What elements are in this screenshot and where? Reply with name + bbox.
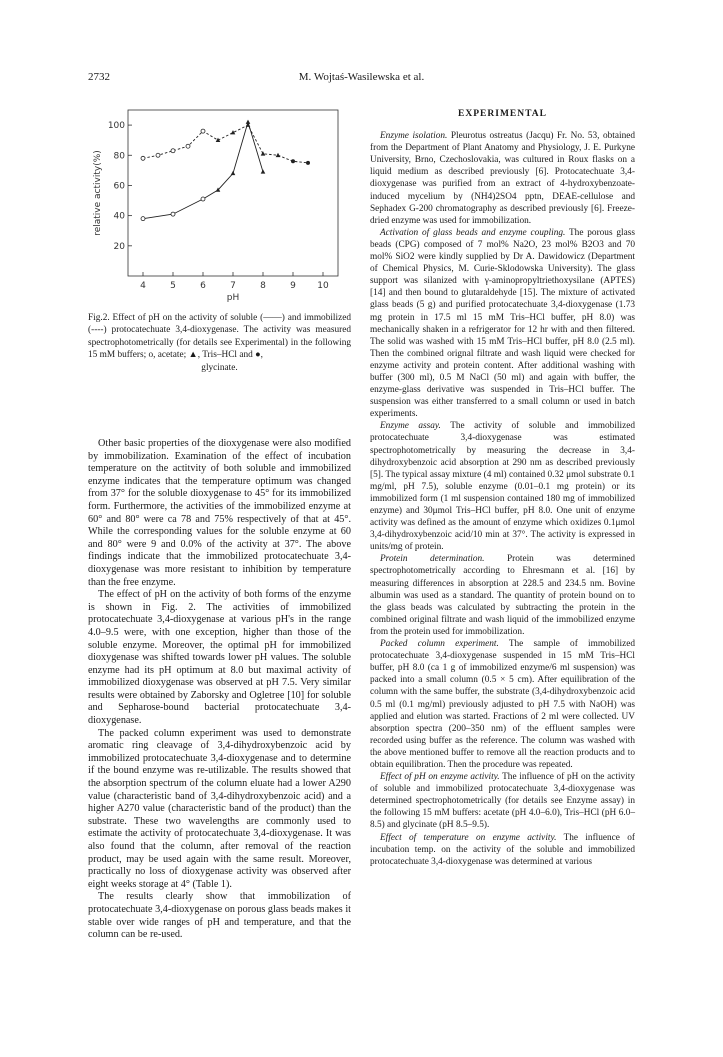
soluble-series-point — [171, 212, 175, 216]
soluble-series-point — [231, 171, 236, 175]
paragraph-lead: Protein determination. — [380, 554, 485, 565]
soluble-series-point — [141, 217, 145, 221]
y-tick-label: 20 — [113, 241, 125, 252]
paragraph-lead: Enzyme assay. — [380, 421, 441, 432]
y-tick-label: 80 — [113, 151, 125, 162]
x-axis-label: pH — [226, 293, 240, 303]
x-tick-label: 6 — [200, 281, 206, 291]
soluble-series-point — [261, 169, 266, 173]
immobilized-series-point — [171, 149, 175, 153]
immobilized-series-point — [141, 156, 145, 160]
immobilized-series-point — [201, 129, 205, 133]
immobilized-series-point — [306, 161, 310, 165]
paragraph: The effect of pH on the activity of both forms of the enzyme is shown in Fig. 2. The activities of immobilized protocatechuate 3,4-dioxygenase at various pH's in the range 4.0–9.5 were, with one exception, higher than those of the soluble enzyme. Moreover, the optimal pH for immobilized dioxygenase was shifted towards lower pH values. The soluble enzyme had its pH optimum at 8.0 but maximal activity of immobilized dioxygenase was observed at pH 7.5. Very similar results were obtained by Zaborsky and Ogletree [10] for soluble and Sepharose-bound bacterial protocatechuate 3,4-dioxygenase. — [88, 589, 351, 727]
page-number: 2732 — [88, 71, 110, 83]
soluble-series-point — [201, 197, 205, 201]
immobilized-series-line — [143, 125, 308, 163]
paragraph — [370, 638, 635, 771]
x-tick-label: 5 — [170, 281, 176, 291]
plot-frame — [128, 110, 338, 276]
paragraph: The packed column experiment was used to demonstrate aromatic ring cleavage of 3,4-dihydroxybenzoic acid by immobilized protocatechuate 3,4-dioxygenase and to determine if the bound enzyme was re-utilizable. The results showed that the absorption spectrum of the column eluate had a lower A290 value (characteristic band of 3,4-dihydroxybenzoic acid) and a higher A270 value (characteristic band of the product) than the substrate. These two wavelengths are commonly used to estimate the activity of protocatechuate 3,4-dioxygenase. It was also found that the column, after removal of the reaction product, may be used again with the same result. Moreover, practically no loss of dioxygenase activity was observed after eight weeks storage at 4° (Table 1). — [88, 727, 351, 890]
paragraph-lead: Enzyme isolation. — [380, 131, 448, 142]
immobilized-series-point — [291, 159, 295, 163]
paragraph: The results clearly show that immobilization of protocatechuate 3,4-dioxygenase on porous glass beads makes it stable over wide ranges of pH and temperature, and that the column can be re-used. — [88, 891, 351, 941]
paragraph-lead: Effect of temperature on enzyme activity. — [380, 832, 557, 843]
paragraph: Other basic properties of the dioxygenase were also modified by immobilization. Examination of the effect of incubation temperature on the actitvity of both soluble and immobilized enzyme indicates that the temperature optimum was changed from 37° for the soluble dioxygenase to 45° for its immobilized form. Furthermore, the activities of the immobilized enzyme at 60° and 80° were ca 78 and 75% respectively of that at 45°. While the corresponding values for the soluble enzyme at 60 and 80° were 9 and 0.0% of the activity at 37°. The above findings indicate that the immobilized protocatechuate 3,4-dioxygenase was more resistant to inhibition by temperature than the free enzyme. — [88, 438, 351, 588]
caption-last-line: glycinate. — [201, 362, 238, 373]
paragraph — [370, 832, 635, 868]
soluble-series-line — [143, 122, 263, 219]
page-header — [88, 71, 635, 85]
paragraph-text: The influence of pH on the activity of soluble and immobilized protocatechuate 3,4-dioxygenase was determined spectrophotometrically (for details see Enzyme assay) in the following 15 mM buffers: acetate (pH 4.0–6.0), Tris–HCl (pH 6.0–8.5) and glycinate (pH 8.5–9.5). — [370, 772, 635, 831]
x-tick-label: 8 — [260, 281, 266, 291]
immobilized-series-point — [261, 151, 266, 155]
immobilized-series-point — [156, 153, 160, 157]
paragraph-text: Pleurotus ostreatus (Jacqu) Fr. No. 53, obtained from the Department of Plant Anatomy and Physiology, J. E. Purkyne University, Brno, Czechoslovakia, was cultured in Roux flasks on a liquid medium as described previously [6]. Protocatechuate 3,4-dioxygenase was purified from an extract of 4-hydroxybenzoate-induced mycelium by (NH4)2SO4 pptn, DEAE-cellulose and Sephadex G-200 chromatography as described previously [6]. Freeze-dried enzyme was used for immobilization. — [370, 131, 636, 226]
y-axis-label: relative activity(%) — [93, 150, 103, 236]
paragraph-text: The porous glass beads (CPG) composed of 7 mol% Na2O, 23 mol% B2O3 and 70 mol% SiO2 were kindly supplied by Dr A. Dawidowicz (Department of Chemical Physics, M. Curie-Sklodowska University). The glass support was silanized with γ-aminopropyltriethoxysilane (APTES) [14] and then bound to glutaraldehyde [15]. The mixture of activated glass beads (5 g) and purified protocatechuate 3,4-dioxygenase (1.73 mg protein in 17.5 ml 15 mM Tris–HCl buffer, pH 8.0) was mechanically shaken in a refrigerator for 12 hr with and then filtered. The solid was washed with 15 mM Tris–HCl buffer, pH 8.0 (2.5 ml). Then the combined orignal filtrate and wash liquid were checked for enzyme activity and protein content. After additional washing with buffer (300 ml), 0.5 M NaCl (50 ml) and again with buffer, the enzyme-glass derivative was suspended in Tris–HCl buffer. The suspension was either transferred to a small column or used in batch experiments. — [370, 227, 635, 420]
paragraph — [370, 553, 635, 638]
x-tick-label: 9 — [290, 281, 296, 291]
x-tick-label: 7 — [230, 281, 236, 291]
x-tick-label: 10 — [317, 281, 329, 291]
left-column — [88, 438, 351, 942]
paragraph-lead: Activation of glass beads and enzyme coupling. — [380, 227, 566, 238]
paragraph-lead: Packed column experiment. — [380, 639, 499, 650]
paragraph — [370, 420, 635, 553]
paragraph-lead: Effect of pH on enzyme activity. — [380, 772, 500, 783]
y-tick-label: 60 — [113, 181, 125, 192]
paragraph-text: The sample of immobilized protocatechuate 3,4-dioxygenase suspended in 15 mM Tris–HCl buffer, pH 8.0 (ca 1 g of immobilized enzyme/6 ml suspension) was packed into a small column (0.5 × 5 cm). After equilibration of the column with the same buffer, the substrate (3,4-dihydroxybenzoic acid 0.5 ml (0.1 mg/ml) previously adjusted to pH 7.5 with NaOH) was applied and elution was started. Fractions of 2 ml were collected. UV absorption spectra (200–350 nm) of the effluent samples were recorded using buffer as the reference. The column was washed with the above mentioned buffer to remove all the reaction products and to obtain equilibration. Then the procedure was repeated. — [370, 639, 635, 770]
paragraph-text: The activity of soluble and immobilized protocatechuate 3,4-dioxygenase was estimated spectrophotometrically by measuring the decrease in 3,4-dihydroxybenzoic acid absorption at 290 nm as described previously [5]. The typical assay mixture (4 ml) contained 0.32 μmol substrate 0.1 mg/ml, pH 7.5), soluble enzyme (0.01–0.1 mg protein) or its immobilized form (1 ml suspension contained 180 mg of immobilized enzyme) and 30μmol Tris–HCl buffer, pH 8.0. One unit of enzyme activity was defined as the amount of enzyme which oxidizes 0.1μmol 3,4-dihydroxybenzoic acid/10 min at 37°. The activity is expressed in units/mg of protein. — [370, 421, 635, 553]
figure-caption — [88, 312, 351, 374]
paragraph-text: The influence of incubation temp. on the activity of the soluble and immobilized protocatechuate 3,4-dioxygenase was determined at various — [370, 832, 635, 867]
y-tick-label: 100 — [107, 121, 125, 132]
ph-activity-chart — [88, 96, 351, 314]
running-head: M. Wojtaś-Wasilewska et al. — [298, 71, 425, 83]
paragraph — [370, 227, 635, 421]
paragraph — [370, 130, 635, 227]
right-column — [370, 108, 635, 868]
paragraph-text: Protein was determined spectrophotometrically according to Ehresmann et al. [16] by measuring differences in absorption at 228.5 and 234.5 nm. Bovine albumin was used as a standard. The quantity of protein bound on to the glass beads was calculated by subtracting the protein in the combined original filtrate and wash liquid of the immobilized enzyme from the protein used for immobilization. — [370, 554, 635, 637]
caption-text: Fig.2. Effect of pH on the activity of soluble (——) and immobilized (----) protocatechuate 3,4-dioxygenase. The activity was measured spectrophotometrically (for details see Experimental) in the following 15 mM buffers; o, acetate; ▲, Tris–HCl and ●, — [88, 313, 351, 361]
x-tick-label: 4 — [140, 281, 146, 291]
paragraph — [370, 771, 635, 831]
section-heading: EXPERIMENTAL — [458, 109, 547, 119]
immobilized-series-point — [276, 153, 281, 157]
y-tick-label: 40 — [113, 211, 125, 222]
immobilized-series-point — [186, 144, 190, 148]
figure-2 — [88, 96, 351, 314]
